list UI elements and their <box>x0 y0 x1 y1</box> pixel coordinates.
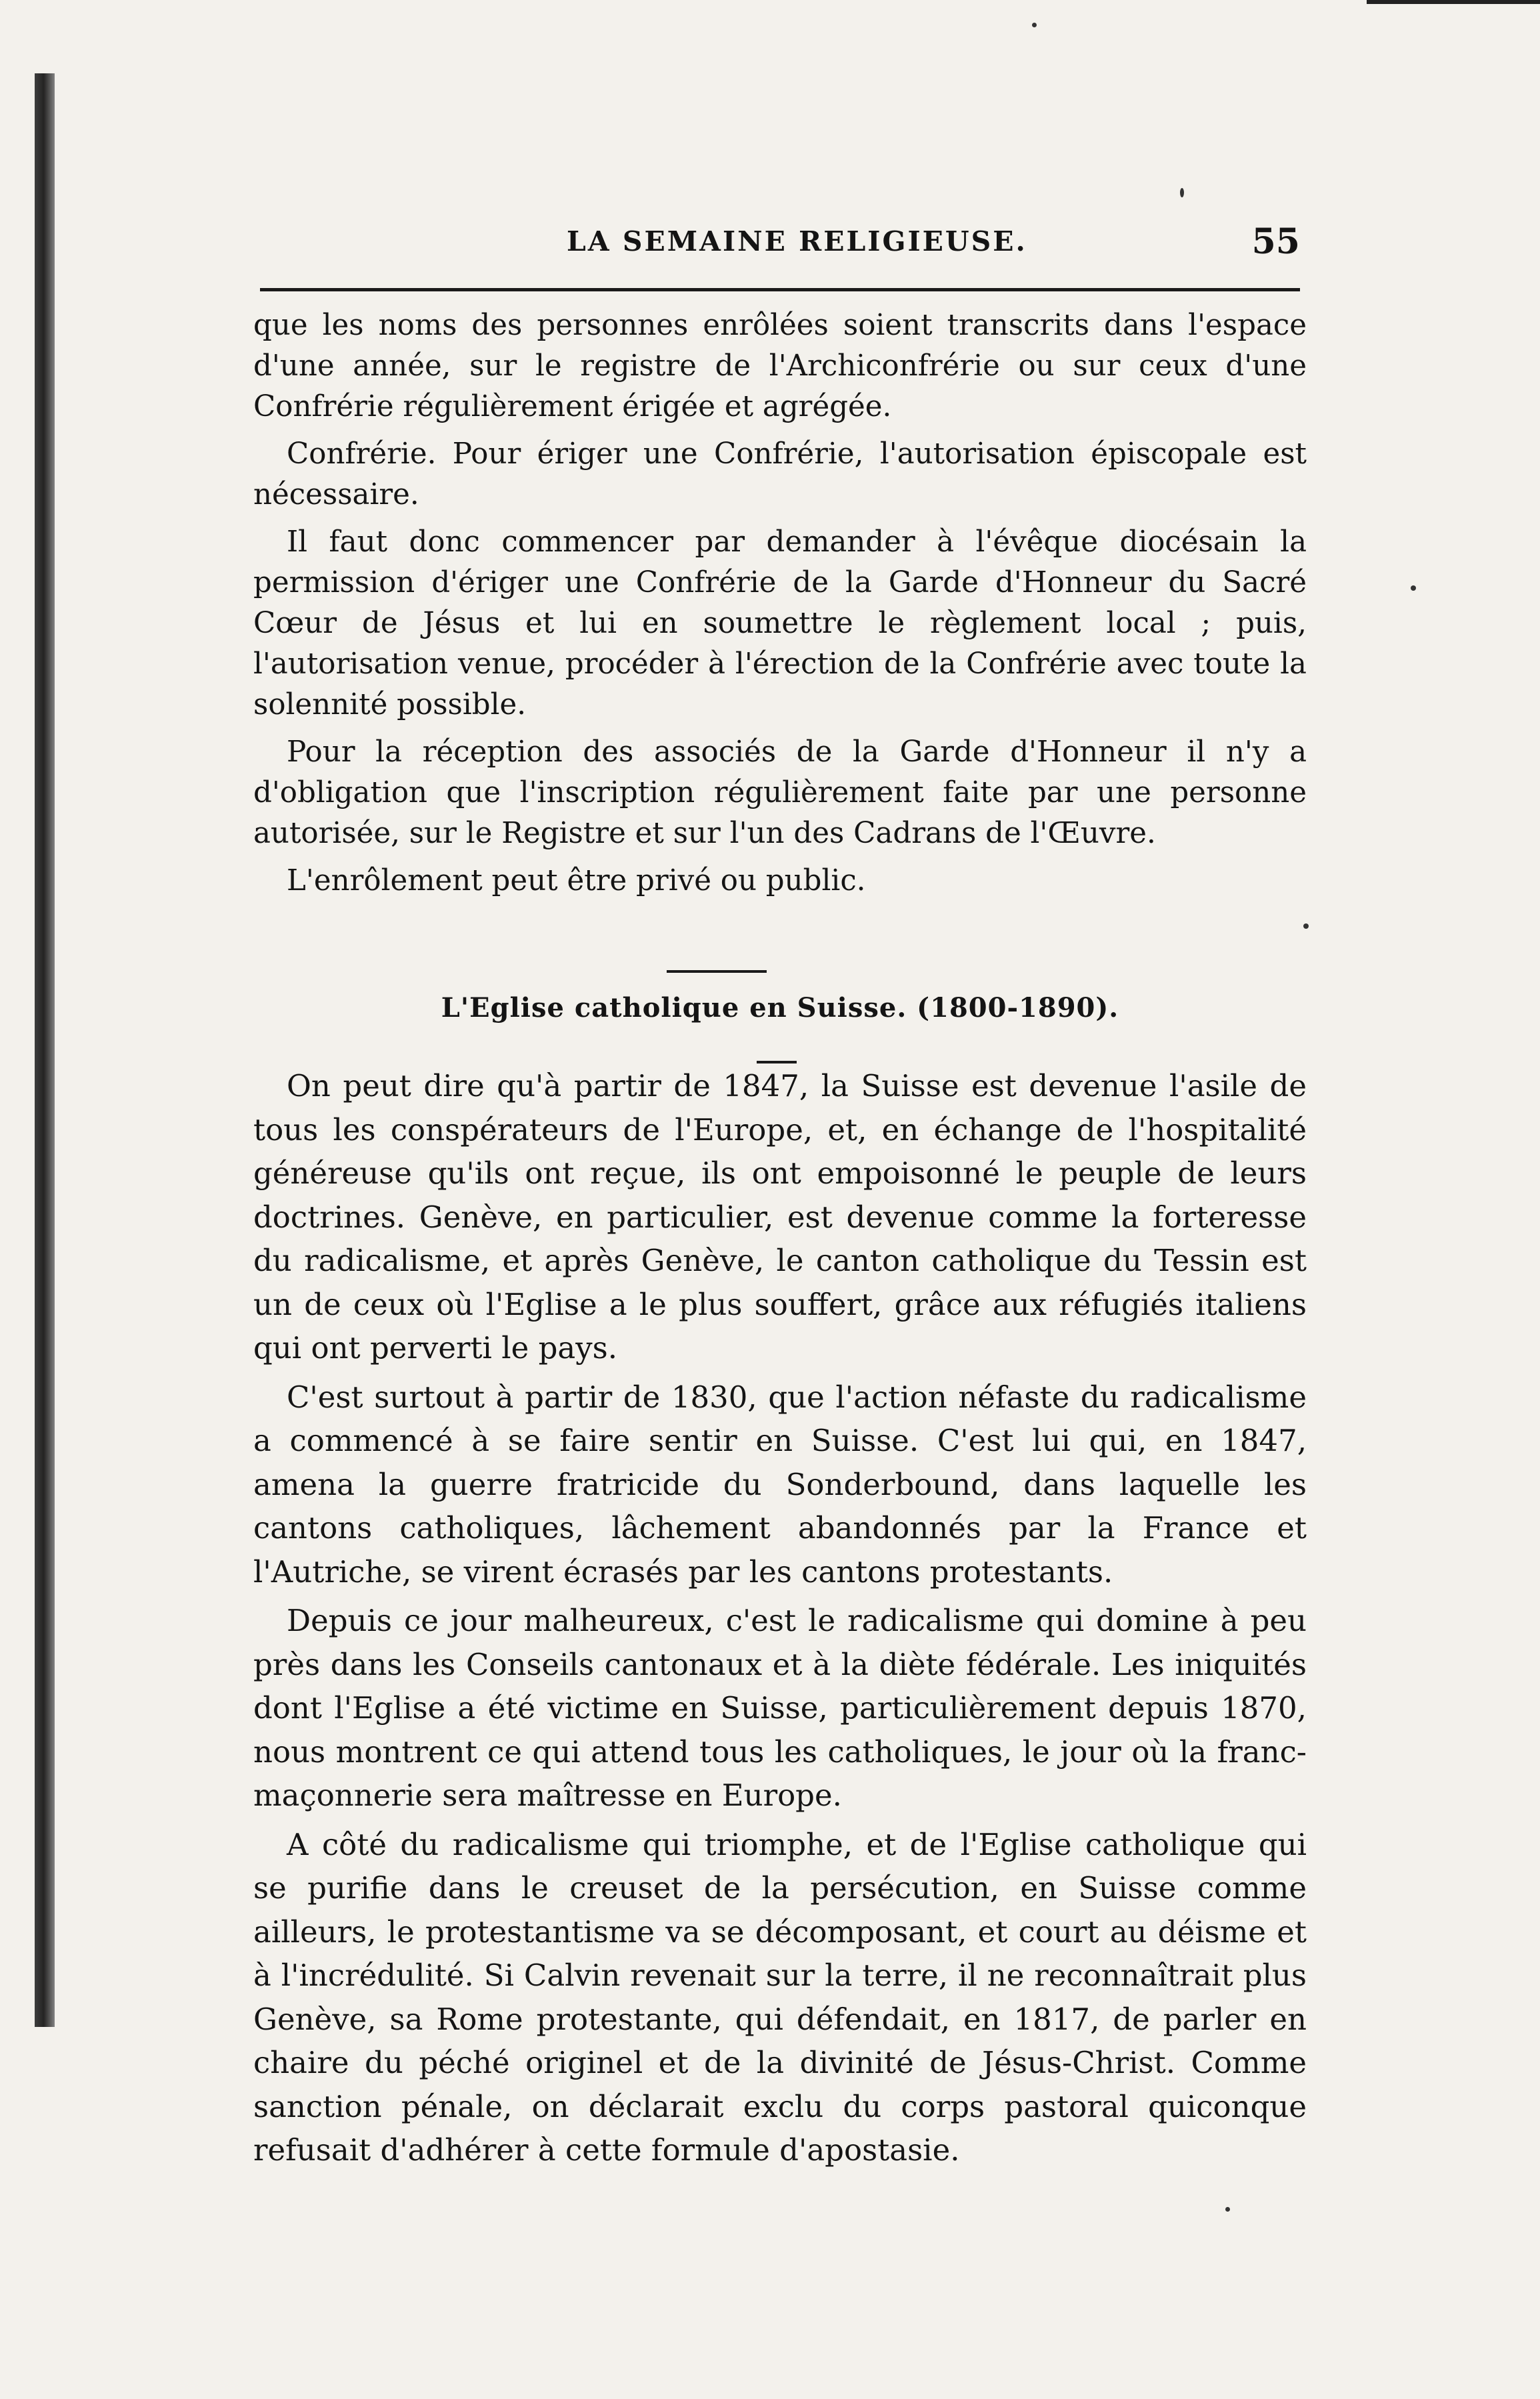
scan-speck <box>1180 188 1184 197</box>
page-number: 55 <box>1251 221 1300 262</box>
running-head: LA SEMAINE RELIGIEUSE. <box>567 225 1027 257</box>
paragraph: que les noms des personnes enrôlées soient transcrits dans l'espace d'une année, sur le registre de l'Archiconfrérie ou sur ceux d'une Confrérie régulièrement érigée et agrégée. <box>253 309 1307 423</box>
page-header <box>260 221 1300 272</box>
body-text-top <box>253 305 1307 908</box>
paragraph: Pour la réception des associés de la Garde d'Honneur il n'y a d'obligation que l'inscription régulièrement faite par une personne autorisée, sur le Registre et sur l'un des Cadrans de l'Œuvre. <box>253 735 1307 850</box>
paragraph: On peut dire qu'à partir de 1847, la Suisse est devenue l'asile de tous les conspérateurs de l'Europe, et, en échange de l'hospitalité généreuse qu'ils ont reçue, ils ont empoisonné le peuple de leurs doctrines. Genève, en particulier, est devenue comme la forteresse du radicalisme, et après Genève, le canton catholique du Tessin est un de ceux où l'Eglise a le plus souffert, grâce aux réfugiés italiens qui ont perverti le pays. <box>253 1068 1307 1366</box>
paragraph: L'enrôlement peut être privé ou public. <box>287 864 866 897</box>
scan-speck <box>1032 23 1037 27</box>
scan-artifact-line <box>1367 0 1540 4</box>
section-title: L'Eglise catholique en Suisse. (1800-1890). <box>441 992 1119 1023</box>
paragraph: A côté du radicalisme qui triomphe, et de l'Eglise catholique qui se purifie dans le creuset de la persécution, en Suisse comme ailleurs, le protestantisme va se décomposant, et court au déisme et à l'incrédulité. Si Calvin revenait sur la terre, il ne reconnaîtrait plus Genève, sa Rome protestante, qui défendait, en 1817, de parler en chaire du péché originel et de la divinité de Jésus-Christ. Comme sanction pénale, on déclarait exclu du corps pastoral quiconque refusait d'adhérer à cette formule d'apostasie. <box>253 1826 1307 2168</box>
binding-edge <box>35 73 55 2027</box>
paragraph: Il faut donc commencer par demander à l'évêque diocésain la permission d'ériger une Confrérie de la Garde d'Honneur du Sacré Cœur de Jésus et lui en soumettre le règlement local ; puis, l'autorisation venue, procéder à l'érection de la Confrérie avec toute la solennité possible. <box>253 525 1307 721</box>
header-rule <box>260 288 1300 291</box>
paragraph: Confrérie. Pour ériger une Confrérie, l'autorisation épiscopale est nécessaire. <box>253 437 1307 511</box>
body-text-section <box>253 1064 1307 2178</box>
paragraph: C'est surtout à partir de 1830, que l'action néfaste du radicalisme a commencé à se faire sentir en Suisse. C'est lui qui, en 1847, amena la guerre fratricide du Sonderbound, dans laquelle les cantons catholiques, lâchement abandonnés par la France et l'Autriche, se virent écrasés par les cantons protestants. <box>253 1379 1307 1590</box>
section-separator <box>667 970 767 973</box>
paragraph: Depuis ce jour malheureux, c'est le radicalisme qui domine à peu près dans les Conseils cantonaux et à la diète fédérale. Les iniquités dont l'Eglise a été victime en Suisse, particulièrement depuis 1870, nous montrent ce qui attend tous les catholiques, le jour où la franc-maçonnerie sera maîtresse en Europe. <box>253 1603 1307 1813</box>
scan-speck <box>1225 2207 1230 2212</box>
scan-speck <box>1411 585 1416 591</box>
title-underline <box>757 1061 797 1063</box>
scan-speck <box>1303 923 1309 929</box>
